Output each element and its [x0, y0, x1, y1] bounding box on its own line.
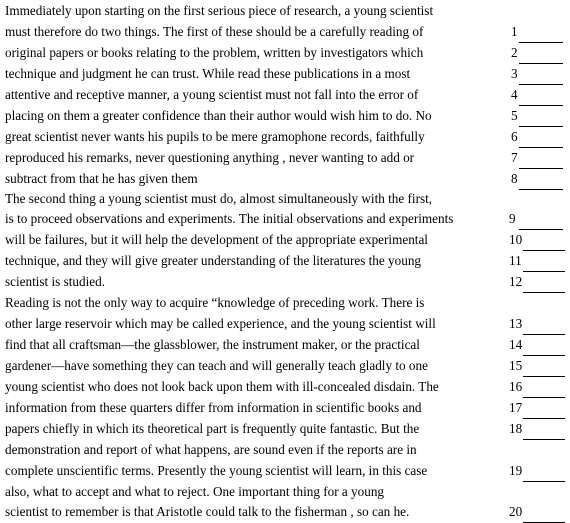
text-line: demonstration and report of what happens, are sound even if the reports are in — [5, 442, 417, 457]
text-line: complete unscientific terms. Presently the young scientist will learn, in this case — [5, 463, 428, 478]
answer-blank[interactable] — [519, 43, 563, 64]
text-line: technique and judgment he can trust. While read these publications in a most — [5, 66, 411, 81]
text-line: gardener—have something they can teach and will generally teach gladly to one — [5, 358, 428, 373]
line-number: 4 — [511, 87, 518, 102]
text-line: scientist to remember is that Aristotle could talk to the fisherman , so can he. — [5, 504, 410, 519]
answer-blank[interactable] — [523, 461, 565, 482]
text-line: must therefore do two things. The first of these should be a carefully reading of — [5, 24, 424, 39]
answer-blank[interactable] — [523, 377, 565, 398]
text-line: young scientist who does not look back upon them with ill-concealed disdain. The — [5, 379, 439, 394]
answer-blank[interactable] — [523, 419, 565, 440]
line-number: 11 — [509, 253, 522, 268]
text-line: reproduced his remarks, never questioning anything , never wanting to add or — [5, 150, 415, 165]
text-line: attentive and receptive manner, a young scientist must not fall into the error of — [5, 87, 419, 102]
line-number: 5 — [511, 108, 518, 123]
text-line: subtract from that he has given them — [5, 171, 198, 186]
line-number: 9 — [509, 211, 516, 226]
answer-blank[interactable] — [519, 85, 563, 106]
answer-blank[interactable] — [523, 502, 565, 523]
text-line: Reading is not the only way to acquire “knowledge of preceding work. There is — [5, 295, 425, 310]
text-line: information from these quarters differ from information in scientific books and — [5, 400, 422, 415]
text-line: placing on them a greater confidence than their author would wish him to do. No — [5, 108, 432, 123]
answer-blank[interactable] — [523, 251, 565, 272]
text-line: will be failures, but it will help the development of the appropriate experimental — [5, 232, 428, 247]
line-number: 12 — [509, 274, 523, 289]
line-number: 7 — [511, 150, 518, 165]
text-line: Immediately upon starting on the first serious piece of research, a young scientist — [5, 3, 434, 18]
line-number: 17 — [509, 400, 523, 415]
line-number: 8 — [511, 171, 518, 186]
text-line: papers chiefly in which its theoretical part is frequently quite fantastic. But the — [5, 421, 420, 436]
answer-blank[interactable] — [519, 209, 563, 230]
text-line: scientist is studied. — [5, 274, 106, 289]
line-number: 2 — [511, 45, 518, 60]
answer-blank[interactable] — [519, 106, 563, 127]
line-number: 14 — [509, 337, 523, 352]
answer-blank[interactable] — [523, 335, 565, 356]
answer-blank[interactable] — [519, 127, 563, 148]
answer-blank[interactable] — [523, 230, 565, 251]
line-number: 18 — [509, 421, 523, 436]
line-number: 10 — [509, 232, 523, 247]
text-line: The second thing a young scientist must do, almost simultaneously with the first, — [5, 191, 433, 206]
line-number: 3 — [511, 66, 518, 81]
text-line: other large reservoir which may be called experience, and the young scientist will — [5, 316, 436, 331]
text-line: is to proceed observations and experiments. The initial observations and experiments — [5, 211, 454, 226]
answer-blank[interactable] — [519, 169, 563, 190]
line-number: 19 — [509, 463, 523, 478]
answer-blank[interactable] — [519, 148, 563, 169]
text-line: technique, and they will give greater understanding of the literatures the young — [5, 253, 422, 268]
text-line: also, what to accept and what to reject. One important thing for a young — [5, 484, 385, 499]
answer-blank[interactable] — [519, 64, 563, 85]
answer-blank[interactable] — [523, 356, 565, 377]
line-number: 6 — [511, 129, 518, 144]
answer-blank[interactable] — [523, 314, 565, 335]
answer-blank[interactable] — [519, 22, 563, 43]
line-number: 1 — [511, 24, 518, 39]
answer-blank[interactable] — [523, 272, 565, 293]
line-number: 13 — [509, 316, 523, 331]
text-line: original papers or books relating to the problem, written by investigators which — [5, 45, 424, 60]
line-number: 20 — [509, 504, 523, 519]
line-number: 15 — [509, 358, 523, 373]
text-line: great scientist never wants his pupils to be mere gramophone records, faithfully — [5, 129, 425, 144]
text-line: find that all craftsman—the glassblower, the instrument maker, or the practical — [5, 337, 420, 352]
answer-blank[interactable] — [523, 398, 565, 419]
line-number: 16 — [509, 379, 523, 394]
